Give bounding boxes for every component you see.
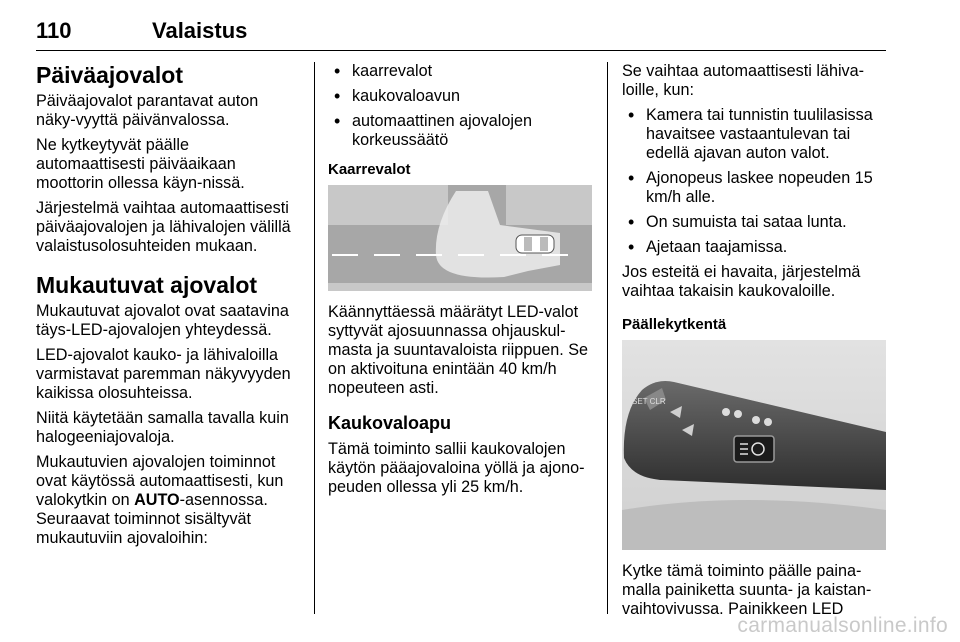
- list-item: • kaarrevalot: [328, 62, 593, 81]
- heading-cornering-lights: Kaarrevalot: [328, 161, 411, 178]
- paragraph: Se vaihtaa automaattisesti lähiva-loille, kun:: [622, 62, 865, 99]
- column-divider: [607, 62, 608, 614]
- page-title: Valaistus: [152, 18, 248, 43]
- column-divider: [314, 62, 315, 614]
- list-item: • automaattinen ajovalojen korkeussäätö: [328, 112, 593, 150]
- lever-switch-illustration: [622, 340, 886, 550]
- paragraph: [36, 453, 302, 548]
- paragraph: Käännyttäessä määrätyt LED-valot syttyvät ajosuunnassa ohjauskul-masta ja suuntavaloista riippuen. Se on aktivoituna enintään 40 km/h nopeuteen asti.: [328, 303, 589, 397]
- auto-keyword: AUTO: [134, 491, 180, 509]
- cornering-light-illustration: [328, 185, 592, 291]
- list-item: • Kamera tai tunnistin tuulilasissa havaitsee vastaantulevan tai edellä ajavan auton valot.: [622, 106, 887, 163]
- high-beam-button: [734, 436, 774, 462]
- column-1: [36, 62, 302, 554]
- list-item: • Ajonopeus laskee nopeuden 15 km/h alle.: [622, 169, 887, 207]
- text-span: Mukautuvien ajovalojen toiminnot ovat käytössä automaattisesti, kun valokytkin on: [36, 453, 284, 509]
- page-header: [36, 16, 886, 51]
- feature-list: [328, 62, 593, 150]
- paragraph: Päiväajovalot parantavat auton näky-vyyttä päivänvalossa.: [36, 92, 259, 129]
- column-3: [622, 62, 887, 625]
- list-item: • kaukovaloavun: [328, 87, 593, 106]
- paragraph: Järjestelmä vaihtaa automaattisesti päiväajovalojen ja lähivalojen välillä valaistusolosuhteiden mukaan.: [36, 199, 291, 255]
- heading-high-beam-assist: Kaukovaloapu: [328, 413, 452, 433]
- heading-daytime-lights: Päiväajovalot: [36, 62, 184, 88]
- list-item: • Ajetaan taajamissa.: [622, 238, 887, 257]
- paragraph: Niitä käytetään samalla tavalla kuin halogeeniajovaloja.: [36, 409, 289, 446]
- paragraph: Tämä toiminto sallii kaukovalojen käytön pääajovaloina yöllä ja ajono-peuden ollessa yli 25 km/h.: [328, 440, 585, 496]
- car-icon: [516, 235, 554, 253]
- paragraph: LED-ajovalot kauko- ja lähivaloilla varmistavat paremman näkyvyyden kaikissa olosuhteissa.: [36, 346, 291, 402]
- lever-label: SET CLR: [632, 397, 666, 406]
- paragraph: Jos esteitä ei havaita, järjestelmä vaihtaa takaisin kaukovaloille.: [622, 263, 861, 300]
- heading-switching-on: Päällekytkentä: [622, 316, 727, 333]
- text-span: -asennossa. Seuraavat toiminnot sisältyvät mukautuviin ajovaloihin:: [36, 491, 268, 547]
- paragraph: Ne kytkeytyvät päälle automaattisesti päiväaikaan moottorin ollessa käyn-nissä.: [36, 136, 245, 192]
- heading-adaptive-lights: Mukautuvat ajovalot: [36, 272, 258, 298]
- page-number: 110: [36, 18, 72, 43]
- condition-list: [622, 106, 887, 257]
- paragraph: Kytke tämä toiminto päälle paina-malla painiketta suunta- ja kaistan-vaihtovivussa. Painikkeen LED: [622, 562, 872, 618]
- column-2: [328, 62, 593, 503]
- list-item: • On sumuista tai sataa lunta.: [622, 213, 887, 232]
- paragraph: Mukautuvat ajovalot ovat saatavina täys-LED-ajovalojen yhteydessä.: [36, 302, 289, 339]
- watermark: carmanualsonline.info: [737, 614, 948, 637]
